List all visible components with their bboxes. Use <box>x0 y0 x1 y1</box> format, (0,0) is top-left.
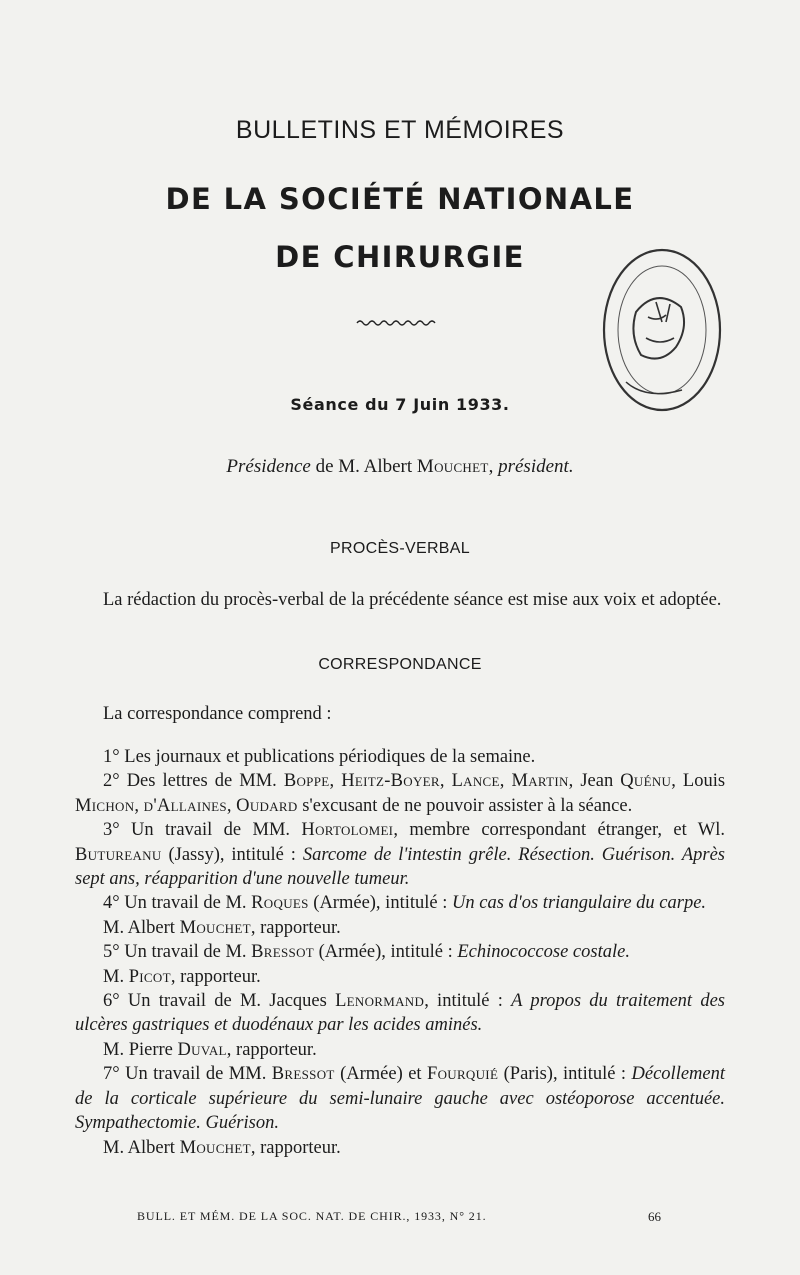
president-role: président. <box>498 456 574 477</box>
bulletin-title: BULLETINS ET MÉMOIRES <box>235 116 565 144</box>
correspondance-intro-block <box>75 702 725 726</box>
correspondance-heading: CORRESPONDANCE <box>318 656 482 673</box>
page-number: 66 <box>648 1209 661 1224</box>
session-date: Séance du 7 Juin 1933. <box>290 395 510 414</box>
proces-verbal-section <box>75 588 725 612</box>
president-name: Mouchet <box>416 456 489 477</box>
proces-verbal-text: La rédaction du procès-verbal de la précédente séance est mise aux voix et adoptée. <box>103 590 722 610</box>
correspondance-intro: La correspondance comprend : <box>103 704 332 724</box>
presidency-label: Présidence <box>226 456 311 477</box>
presidency-sep: , <box>488 456 499 477</box>
rapporteur-line: M. Albert Mouchet, rapporteur. <box>103 1137 341 1158</box>
list-item: 1° Les journaux et publications périodiques de la semaine. <box>103 747 536 767</box>
list-item: 7° Un travail de MM. Bressot (Armée) et Fourquié (Paris), intitulé : Décollement de la corticale supérieure du semi-lunaire gauche avec ostéoporose accentuée. Sympathectomie. Guérison. <box>75 1064 726 1134</box>
rapporteur-line: M. Albert Mouchet, rapporteur. <box>103 917 341 938</box>
rapporteur-line: M. Picot, rapporteur. <box>103 966 261 987</box>
footer-citation: BULL. ET MÉM. DE LA SOC. NAT. DE CHIR., 1933, N° 21. <box>137 1209 487 1223</box>
proces-verbal-heading: PROCÈS-VERBAL <box>330 540 470 557</box>
list-item: 6° Un travail de M. Jacques Lenormand, intitulé : A propos du traitement des ulcères gastriques et duodénaux par les acides aminés. <box>75 991 725 1036</box>
rapporteur-line: M. Pierre Duval, rapporteur. <box>103 1039 317 1060</box>
list-item: 3° Un travail de MM. Hortolomei, membre correspondant étranger, et Wl. Butureanu (Jassy), intitulé : Sarcome de l'intestin grêle. Résection. Guérison. Après sept ans, réapparition d'une nouvelle tumeur. <box>75 820 726 890</box>
presidency-line <box>0 456 800 478</box>
list-item: 5° Un travail de M. Bressot (Armée), intitulé : Echinococcose costale. <box>103 942 630 963</box>
presidency-text: de M. Albert <box>310 456 417 477</box>
correspondance-list <box>75 745 725 1160</box>
list-item: 2° Des lettres de MM. Boppe, Heitz-Boyer, Lance, Martin, Jean Quénu, Louis Michon, d'Allaines, Oudard s'excusant de ne pouvoir assister à la séance. <box>75 771 726 816</box>
ornament-divider <box>355 318 440 328</box>
society-title: DE LA SOCIÉTÉ NATIONALE <box>165 182 635 216</box>
society-subtitle: DE CHIRURGIE <box>275 240 525 274</box>
list-item: 4° Un travail de M. Roques (Armée), intitulé : Un cas d'os triangulaire du carpe. <box>103 893 707 914</box>
